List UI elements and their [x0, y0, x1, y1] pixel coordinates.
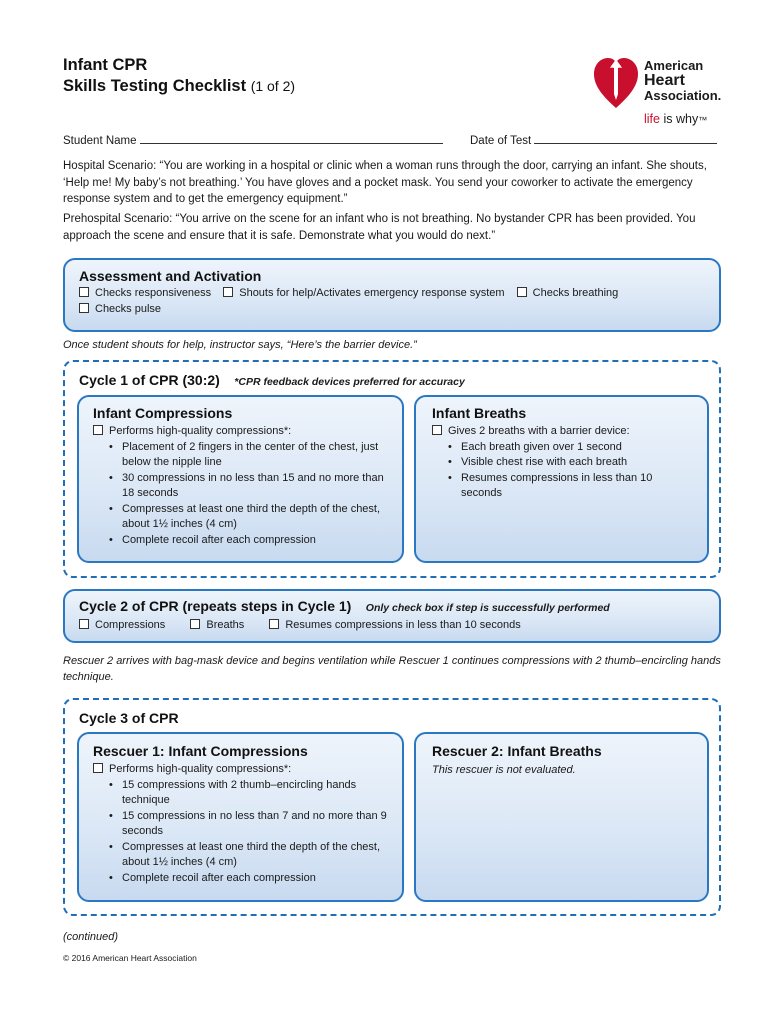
assessment-section [63, 258, 721, 332]
date-of-test-field[interactable] [470, 134, 717, 147]
assessment-row1 [79, 286, 705, 302]
check-resumes-compressions[interactable] [269, 619, 520, 631]
tagline-rest: is why [663, 112, 699, 126]
list-item: • Placement of 2 fingers in the center of the chest, just below the nipple line [109, 440, 389, 471]
checkbox[interactable] [79, 287, 89, 297]
hospital-scenario: Hospital Scenario: “You are working in a hospital or clinic when a woman runs through the door, carrying an infant. She shouts, ‘Help me! My baby’s not breathing.’ You have gloves and a pocket mask. You send your coworker to activate the emergency response system and to get the emergency equipment.” [63, 160, 707, 205]
continued-label: (continued) [63, 931, 119, 943]
title-page-indicator: (1 of 2) [250, 78, 296, 94]
compressions-criteria-list [109, 440, 389, 549]
cycle2-heading: Cycle 2 of CPR (repeats steps in Cycle 1) [79, 598, 352, 614]
cycle2-note: Only check box if step is successfully performed [365, 602, 610, 614]
checkbox[interactable] [269, 619, 279, 629]
list-item: • Resumes compressions in less than 10 seconds [448, 471, 668, 502]
check-high-quality-compressions[interactable] [93, 424, 388, 440]
cycle1-note: *CPR feedback devices preferred for accuracy [234, 376, 465, 388]
check-breaths[interactable] [190, 619, 244, 631]
student-name-label: Student Name [63, 135, 137, 147]
check-pulse[interactable] [79, 303, 161, 315]
checkbox-label: Performs high-quality compressions*: [109, 763, 292, 775]
logo-line1: American [644, 58, 704, 73]
checkbox-label: Compressions [95, 619, 166, 631]
list-item: • Complete recoil after each compression [109, 871, 389, 887]
checkbox-label: Breaths [206, 619, 245, 631]
checkbox[interactable] [79, 619, 89, 629]
check-breathing[interactable] [517, 287, 619, 299]
list-item: • 15 compressions in no less than 7 and no more than 9 seconds [109, 809, 389, 840]
tagline-life: life [644, 112, 660, 126]
checkbox[interactable] [93, 763, 103, 773]
cycle2-section [63, 589, 721, 643]
check-rescuer1-compressions[interactable] [93, 762, 388, 778]
checkbox-label: Gives 2 breaths with a barrier device: [448, 425, 630, 437]
logo-line2: Heart [644, 72, 685, 89]
prehospital-scenario: Prehospital Scenario: “You arrive on the scene for an infant who is not breathing. No bystander CPR has been provided. You approach the scene and ensure that it is safe. Demonstrate what you would do next.” [63, 213, 696, 242]
list-item: • 15 compressions with 2 thumb–encircling hands technique [109, 778, 389, 809]
infant-compressions-panel [77, 395, 404, 563]
list-item: • Compresses at least one third the depth of the chest, about 1½ inches (4 cm) [109, 840, 389, 871]
cycle3-section [63, 698, 721, 916]
cycle1-section [63, 360, 721, 578]
date-line[interactable] [534, 134, 717, 144]
cycle3-heading: Cycle 3 of CPR [79, 710, 179, 726]
title-line1: Infant CPR [63, 56, 148, 74]
infant-compressions-heading: Infant Compressions [93, 405, 233, 421]
rescuer1-heading: Rescuer 1: Infant Compressions [93, 743, 308, 759]
infant-breaths-heading: Infant Breaths [432, 405, 527, 421]
cycle1-heading: Cycle 1 of CPR (30:2) [79, 372, 220, 388]
checkbox[interactable] [93, 425, 103, 435]
checkbox[interactable] [223, 287, 233, 297]
title-line2: Skills Testing Checklist [63, 77, 247, 95]
list-item: • Visible chest rise with each breath [448, 455, 668, 471]
check-compressions[interactable] [79, 619, 165, 631]
rescuer2-heading: Rescuer 2: Infant Breaths [432, 743, 602, 759]
checkbox[interactable] [79, 303, 89, 313]
logo-tagline [644, 112, 707, 126]
list-item: • Compresses at least one third the depth of the chest, about 1½ inches (4 cm) [109, 502, 389, 533]
student-name-line[interactable] [140, 134, 443, 144]
date-label: Date of Test [470, 135, 532, 147]
tagline-tm: ™ [698, 115, 708, 125]
student-name-field[interactable] [63, 134, 443, 147]
checkbox-label: Checks breathing [532, 287, 619, 299]
page-title [63, 55, 295, 97]
checkbox-label: Resumes compressions in less than 10 seconds [285, 619, 521, 631]
check-gives-2-breaths[interactable] [432, 424, 691, 440]
checkbox[interactable] [190, 619, 200, 629]
checkbox-label: Checks responsiveness [95, 287, 212, 299]
rescuer2-arrives-note: Rescuer 2 arrives with bag-mask device and begins ventilation while Rescuer 1 continues compressions with 2 thumb–encircling hands technique. [63, 655, 721, 683]
list-item: • 30 compressions in no less than 15 and no more than 18 seconds [109, 471, 389, 502]
rescuer1-criteria-list [109, 778, 389, 887]
checkbox-label: Performs high-quality compressions*: [109, 425, 292, 437]
infant-breaths-panel [414, 395, 709, 563]
rescuer2-breaths-panel [414, 732, 709, 902]
cycle2-checks [79, 618, 705, 634]
barrier-device-note: Once student shouts for help, instructor says, “Here’s the barrier device.” [63, 339, 417, 351]
logo-wordmark [644, 58, 721, 103]
check-shouts-for-help[interactable] [223, 287, 504, 299]
checkbox[interactable] [432, 425, 442, 435]
heart-torch-icon [592, 54, 640, 110]
logo-line3: Association. [644, 88, 722, 103]
rescuer1-compressions-panel [77, 732, 404, 902]
assessment-heading: Assessment and Activation [79, 268, 262, 284]
checkbox[interactable] [517, 287, 527, 297]
checkbox-label: Shouts for help/Activates emergency response system [239, 287, 505, 299]
rescuer2-note: This rescuer is not evaluated. [432, 764, 576, 776]
list-item: • Each breath given over 1 second [448, 440, 668, 456]
check-responsiveness[interactable] [79, 287, 211, 299]
breaths-criteria-list [448, 440, 668, 502]
copyright: © 2016 American Heart Association [63, 953, 197, 963]
checkbox-label: Checks pulse [95, 302, 162, 315]
list-item: • Complete recoil after each compression [109, 533, 389, 549]
aha-logo [592, 52, 742, 132]
assessment-row2 [79, 302, 705, 318]
